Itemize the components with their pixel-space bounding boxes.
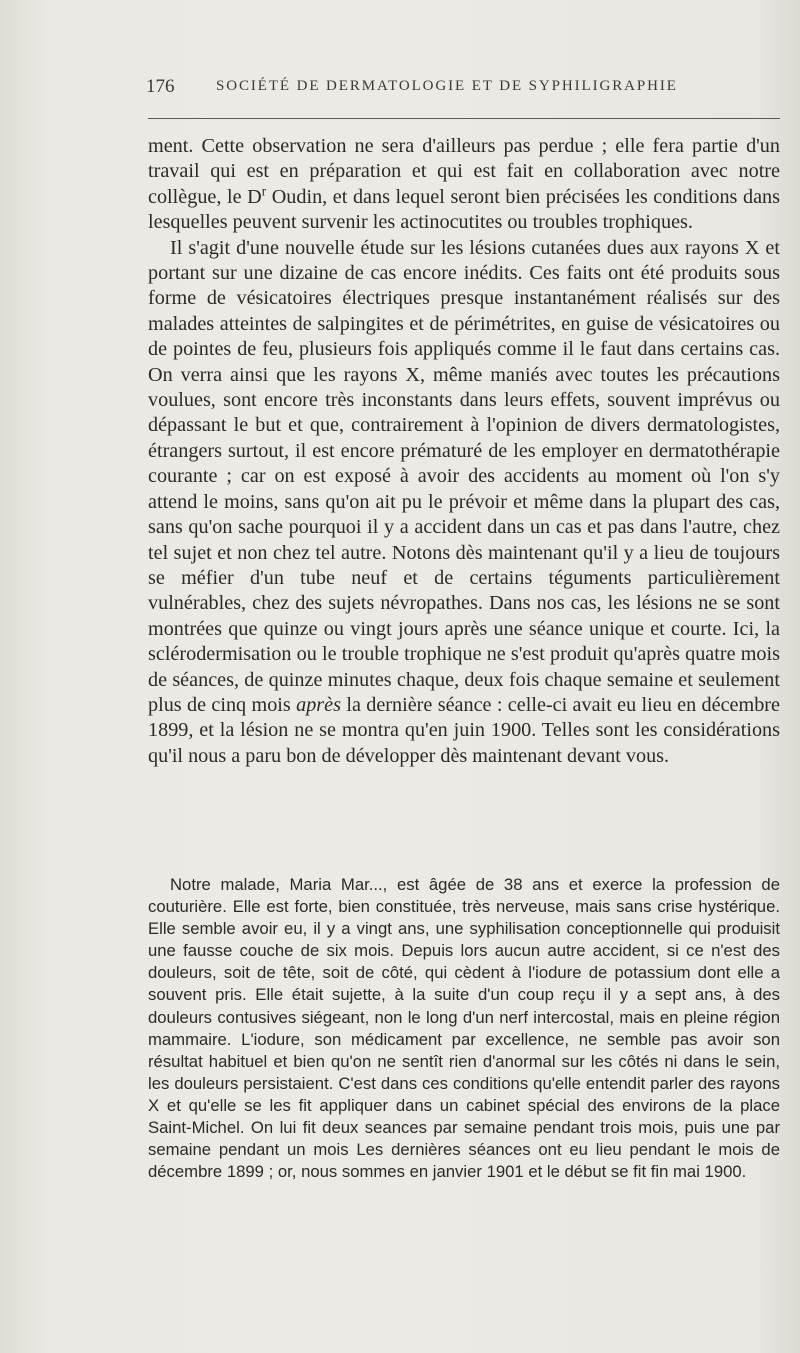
main-text [148,134,780,769]
paragraph-2-text-b: la dernière séance : celle-ci avait eu lieu en décembre 1899, et la lésion ne se montra qu'en juin 1900. Telles sont les considérations qu'il nous a paru bon de développer dès maintenant devant vous. [148,693,780,767]
paragraph-study [148,236,780,770]
page-number: 176 [146,76,175,97]
running-title: SOCIÉTÉ DE DERMATOLOGIE ET DE SYPHILIGRAPHIE [216,78,678,94]
paragraph-2-text-a: Il s'agit d'une nouvelle étude sur les lésions cutanées dues aux rayons X et portant sur une dizaine de cas encore inédits. Ces faits ont été produits sous forme de vésicatoires électriques presque instantanément réalisés sur des malades atteintes de salpingites et de périmétrites, en guise de vésicatoires ou de pointes de feu, plusieurs fois appliqués comme il le faut dans certains cas. On verra ainsi que les rayons X, même maniés avec toutes les précautions voulues, sont encore très inconstants dans leurs effets, souvent imprévus ou dépassant le but et que, contrairement à l'opinion de divers dermatologistes, étrangers surtout, il est encore prématuré de les employer en dermatothérapie courante ; car on est exposé à avoir des accidents au moment où l'on s'y attend le moins, sans qu'on ait pu le prévoir et même dans la plupart des cas, sans qu'on sache pourquoi il y a accident dans un cas et pas dans l'autre, chez tel sujet et non chez tel autre. Notons dès maintenant qu'il y a lieu de toujours se méfier d'un tube neuf et de certains téguments particulièrement vulnérables, chez des sujets névropathes. Dans nos cas, les lésions ne se sont montrées que quinze ou vingt jours après une séance unique et courte. Ici, la sclérodermisation ou le trouble trophique ne s'est produit qu'après quatre mois de séances, de quinze minutes chaque, deux fois chaque semaine et seulement plus de cinq mois [148,236,780,716]
paragraph-continuation [148,134,780,236]
page-header [146,76,776,104]
header-rule [148,118,780,119]
doctor-abbrev-superscript: r [261,183,267,199]
italic-word: après [296,693,341,716]
paragraph-1-text-a: ment. Cette observation ne sera d'ailleurs pas perdue ; elle fera partie d'un travail qui est en préparation et qui est fait en collaboration avec notre collègue, le D [148,135,780,208]
paragraph-1-text-b: Oudin, et dans lequel seront bien précisées les conditions dans lesquelles peuvent survenir les actinocutites ou troubles trophiques. [148,185,780,234]
case-observation-paragraph: Notre malade, Maria Mar..., est âgée de 38 ans et exerce la profession de couturière. Elle est forte, bien constituée, très nerveuse, mais sans crise hystérique. Elle semble avoir eu, il y a vingt ans, une syphilisation conceptionnelle qui produisit une fausse couche de six mois. Depuis lors aucun autre accident, si ce n'est des douleurs, soit de tête, soit de côté, qui cèdent à l'iodure de potassium dont elle a souvent pris. Elle était sujette, à la suite d'un coup reçu il y a sept ans, à des douleurs contusives siégeant, non le long d'un nerf intercostal, mais en pleine région mammaire. L'iodure, son médicament par excellence, ne semble pas avoir son résultat habituel et bien qu'on ne sentît rien d'anormal sur les côtés ni dans le sein, les douleurs persistaient. C'est dans ces conditions qu'elle entendit parler des rayons X et qu'elle se les fit appliquer dans un cabinet spécial des environs de la place Saint-Michel. On lui fit deux seances par semaine pendant trois mois, puis une par semaine pendant un mois Les dernières séances ont eu lieu pendant le mois de décembre 1899 ; or, nous sommes en janvier 1901 et le début se fit fin mai 1900. [148,875,780,1182]
